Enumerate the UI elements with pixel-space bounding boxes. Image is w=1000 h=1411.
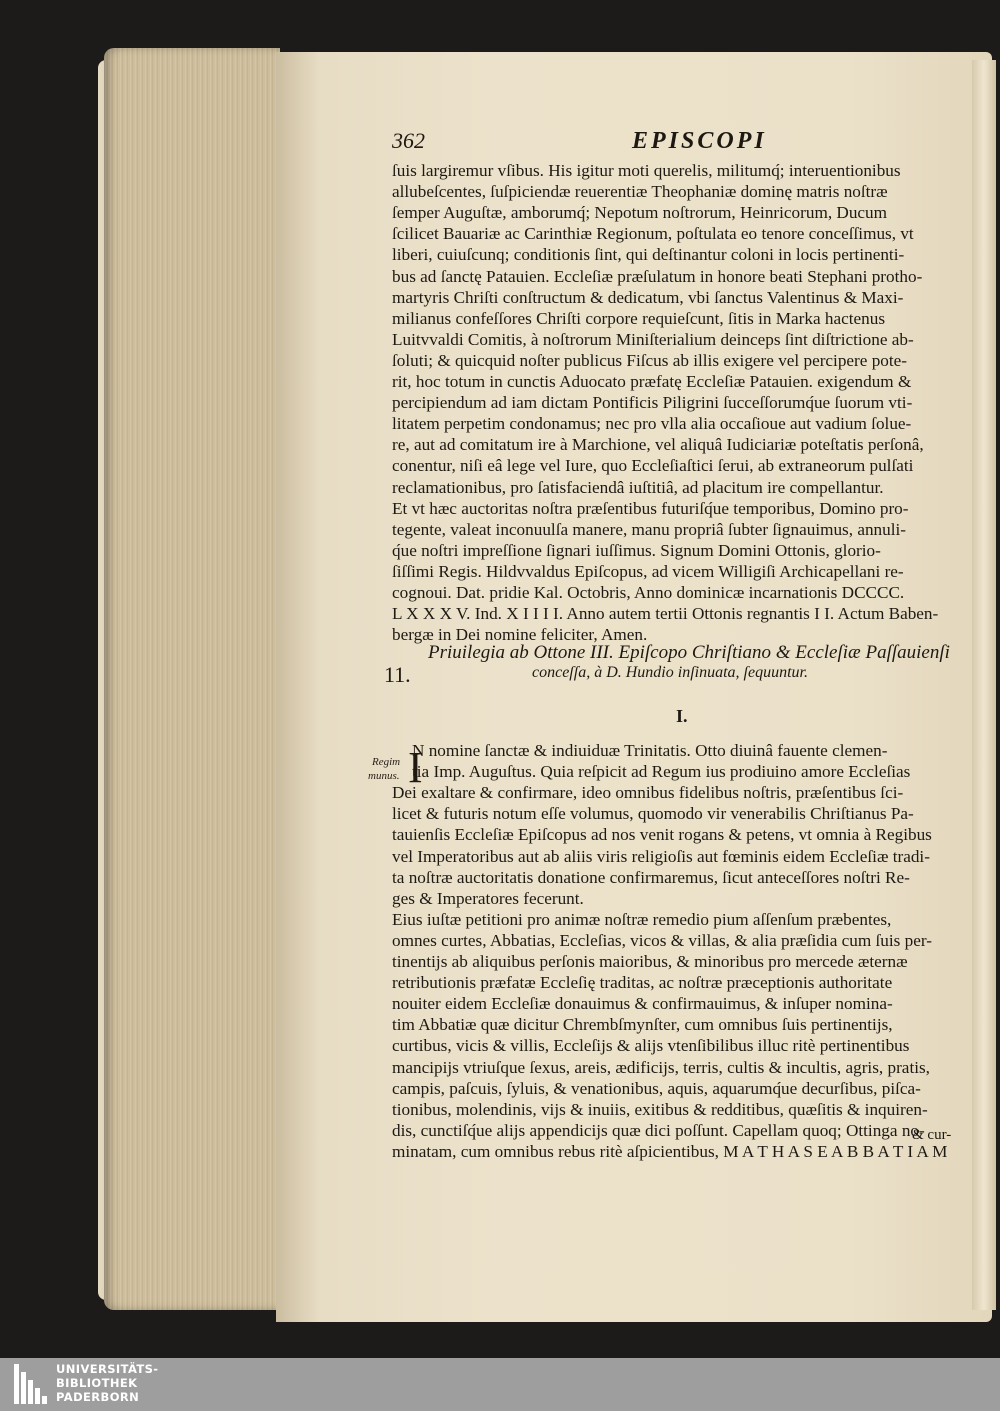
text-line: q́ue noſtri impreſſione ſignari iuſſimus. Signum Domini Ottonis, glorio- xyxy=(392,540,881,560)
text-line: liberi, cuiuſcunq; conditionis ſint, qui deſtinantur coloni in locis pertinenti- xyxy=(392,245,905,265)
text-line: N nomine ſanctæ & indiuiduæ Trinitatis. Otto diuinâ fauente clemen- xyxy=(412,741,888,760)
running-head xyxy=(392,128,952,158)
text-line: tegente, valeat inconuulſa manere, manu propriâ ſubter ſignauimus, annuli- xyxy=(392,519,907,539)
section-heading-line-1: Priuilegia ab Ottone III. Epiſcopo Chriſtiano & Eccleſiæ Paſſauienſi xyxy=(428,642,950,663)
margin-note-line-1: Regim xyxy=(372,756,401,768)
margin-note-line-2: munus. xyxy=(368,770,400,782)
library-name-line-3: PADERBORN xyxy=(56,1390,140,1404)
running-head-title: EPISCOPI xyxy=(632,128,767,154)
library-footer xyxy=(0,1358,1000,1411)
page-number: 362 xyxy=(392,128,425,153)
text-line: licet & futuris notum eſſe volumus, quomodo vir venerabilis Chriſtianus Pa- xyxy=(392,804,914,824)
text-line: omnes curtes, Abbatias, Eccleſias, vicos & villas, & alia præſidia cum ſuis per- xyxy=(392,930,932,950)
text-line: Eius iuſtæ petitioni pro animæ noſtræ remedio pium aſſenſum præbentes, xyxy=(392,909,892,929)
text-line: tauienſis Eccleſiæ Epiſcopus ad nos venit rogans & petens, vt omnia à Regibus xyxy=(392,825,932,845)
text-line: reclamationibus, pro ſatisfaciendâ iuſtitiâ, ad placitum ire compellantur. xyxy=(392,477,884,497)
text-line: milianus confeſſores Chriſti corpore requieſcunt, ſitis in Marka hactenus xyxy=(392,308,886,328)
text-line: conentur, niſi eâ lege vel Iure, quo Eccleſiaſtici ſerui, ab extraneorum pulſati xyxy=(392,456,914,476)
text-line: tionibus, molendinis, vijs & inuiis, exitibus & redditibus, quæſitis & inquiren- xyxy=(392,1099,928,1119)
text-line: bus ad ſanctę Patauien. Eccleſiæ præſulatum in honore beati Stephani protho- xyxy=(392,266,923,286)
text-line: cognoui. Dat. pridie Kal. Octobris, Anno dominicæ incarnationis DCCCC. xyxy=(392,583,905,602)
library-logo-icon xyxy=(14,1364,48,1404)
text-line: tim Abbatiæ quæ dicitur Chrembſmynſter, cum omnibus ſuis pertinentijs, xyxy=(392,1015,893,1035)
text-line: Et vt hæc auctoritas noſtra præſentibus futuriſq́ue temporibus, Domino pro- xyxy=(392,498,909,518)
text-line: re, aut ad comitatum ire à Marchione, vel aliquâ Iudiciariæ poteſtatis perſonâ, xyxy=(392,435,924,455)
drop-cap: I xyxy=(408,743,423,792)
text-line: L X X X V. Ind. X I I I I. Anno autem tertii Ottonis regnantis I I. Actum Baben- xyxy=(392,604,939,624)
section-heading-line-2: conceſſa, à D. Hundio inſinuata, ſequuntur. xyxy=(532,664,808,681)
text-line: allubeſcentes, ſuſpiciendæ reuerentiæ Theophaniæ dominę matris noſtræ xyxy=(392,182,888,202)
text-line: nouiter eidem Eccleſiæ donauimus & confirmauimus, & inſuper nomina- xyxy=(392,994,893,1014)
book-fore-edge xyxy=(104,48,280,1310)
charter-number: I. xyxy=(676,706,688,726)
text-line: curtibus, vicis & villis, Eccleſijs & alijs vtenſibilibus illuc ritè pertinentibus xyxy=(392,1036,910,1056)
text-line: ſoluti; & quicquid noſter publicus Fiſcus ab illis exigere vel percipere pote- xyxy=(392,350,908,370)
text-line: ta noſtræ auctoritatis donatione confirmaremus, ſicut anteceſſores noſtri Re- xyxy=(392,867,910,887)
text-line: dis, cunctiſq́ue alijs appendicijs quæ dici poſſunt. Capellam quoq; Ottinga no- xyxy=(392,1120,925,1140)
text-line: Dei exaltare & confirmare, ideo omnibus fidelibus noſtris, præſentibus ſci- xyxy=(392,783,904,803)
text-line: Luitvvaldi Comitis, à noſtrorum Miniſterialium deinceps ſint diſtrictione ab- xyxy=(392,329,914,349)
text-line: ſcilicet Bauariæ ac Carinthiæ Regionum, poſtulata eo tenore conceſſimus, vt xyxy=(392,224,914,244)
text-line: litatem perpetim condonamus; nec pro vlla alia occaſioue aut vadium ſolue- xyxy=(392,414,912,434)
text-line: martyris Chriſti conſtructum & dedicatum, vbi ſanctus Valentinus & Maxi- xyxy=(392,287,904,307)
text-line: tia Imp. Auguſtus. Quia reſpicit ad Regum ius prodiuino amore Eccleſias xyxy=(412,762,911,782)
text-line: ſemper Auguſtæ, amborumq́; Nepotum noſtrorum, Heinricorum, Ducum xyxy=(392,203,888,223)
text-line: tinentijs ab aliquibus perſonis maioribus, & minoribus pro mercede æternæ xyxy=(392,952,908,971)
library-name xyxy=(56,1362,158,1404)
library-name-line-1: UNIVERSITÄTS- xyxy=(56,1362,159,1376)
page-gutter xyxy=(972,60,996,1310)
text-line: bergæ in Dei nomine feliciter, Amen. xyxy=(392,625,648,645)
section-number: 11. xyxy=(384,662,411,687)
text-line: ſiſſimi Regis. Hildvvaldus Epiſcopus, ad vicem Willigiſi Archicapellani re- xyxy=(392,561,904,581)
text-line: minatam, cum omnibus rebus ritè aſpicientibus, M A T H A S E A B B A T I A M xyxy=(392,1141,948,1161)
text-line: mancipijs vtriuſque ſexus, areis, ædificijs, terris, cultis & incultis, agris, pratis, xyxy=(392,1057,930,1077)
text-line: percipiendum ad iam dictam Pontificis Piligrini ſucceſſorumq́ue ſuorum vti- xyxy=(392,393,913,413)
text-line: retributionis præfatæ Eccleſię traditas, ac noſtræ præceptionis authoritate xyxy=(392,973,893,993)
catchword: & cur- xyxy=(912,1127,952,1143)
text-line: vel Imperatoribus aut ab aliis viris religioſis aut fœminis eidem Eccleſiæ tradi- xyxy=(392,846,930,866)
text-line: rit, hoc totum in cunctis Aduocato præfatę Eccleſiæ Patauien. exigendum & xyxy=(392,372,912,391)
text-line: ſuis largiremur vſibus. His igitur moti querelis, militumq́; interuentionibus xyxy=(392,161,901,180)
text-line: ges & Imperatores fecerunt. xyxy=(392,888,584,908)
text-line: campis, paſcuis, ſyluis, & venationibus, aquis, aquarumq́ue decurſibus, piſca- xyxy=(392,1078,921,1098)
library-name-line-2: BIBLIOTHEK xyxy=(56,1376,138,1390)
